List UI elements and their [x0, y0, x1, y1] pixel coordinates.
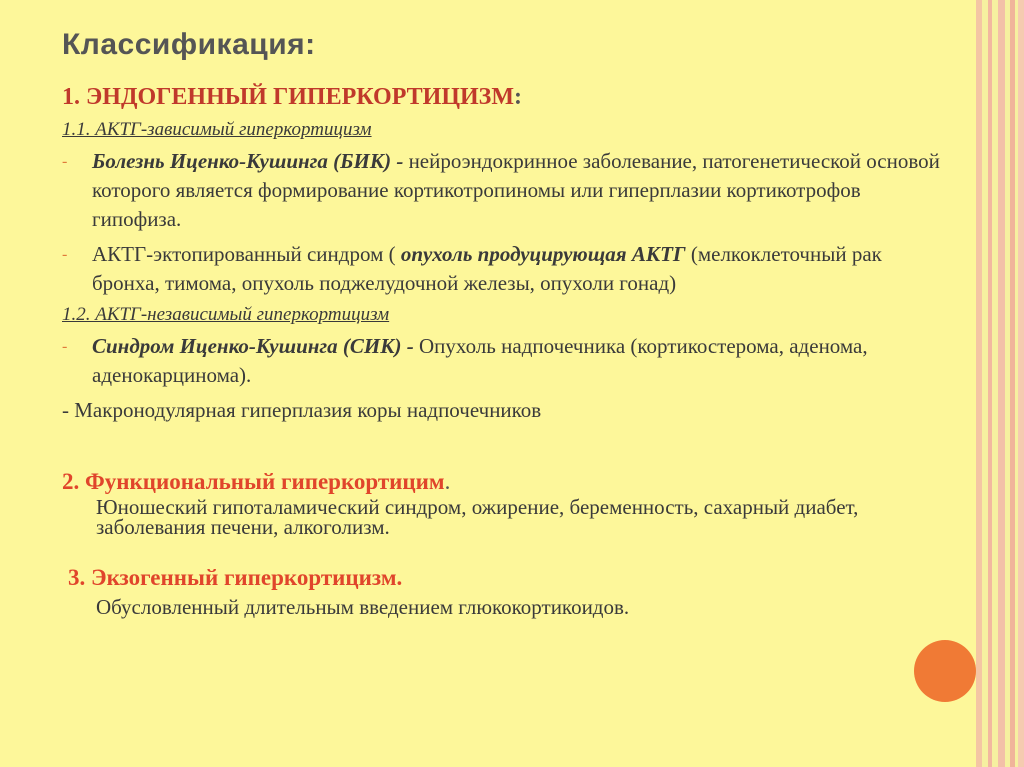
- decorative-circle: [914, 640, 976, 702]
- item-bold: Болезнь Иценко-Кушинга (БИК) -: [92, 149, 404, 173]
- stripe: [988, 0, 992, 767]
- stripe: [1018, 0, 1024, 767]
- item-bold: опухоль продуцирующая АКТГ: [400, 242, 686, 266]
- dash-bullet-icon: -: [62, 338, 68, 355]
- section1-heading-text: 1. ЭНДОГЕННЫЙ ГИПЕРКОРТИЦИЗМ: [62, 84, 515, 110]
- section2-dot: .: [444, 469, 451, 494]
- item-text: Опухоль надпочечника (кортикостерома, аденома, аденокарцинома).: [92, 334, 868, 387]
- dash-bullet-icon: -: [62, 246, 68, 263]
- dash-bullet-icon: -: [62, 153, 68, 170]
- slide-content: [62, 84, 942, 621]
- section2-body: Юношеский гипоталамический синдром, ожирение, беременность, сахарный диабет, заболевания печени, алкоголизм.: [96, 495, 859, 539]
- subsection-1-1: 1.1. АКТГ-зависимый гиперкортицизм: [62, 119, 372, 140]
- section3-heading: 3. Экзогенный гиперкортицизм.: [68, 565, 403, 590]
- section2-heading-text: 2. Функциональный гиперкортицим: [62, 469, 445, 494]
- list-item: - Макронодулярная гиперплазия коры надпочечников: [62, 398, 542, 422]
- decorative-stripes: [976, 0, 1024, 767]
- slide-title: Классификация:: [62, 28, 316, 61]
- list-item: [62, 332, 942, 390]
- stripe: [998, 0, 1005, 767]
- item-text: нейроэндокринное заболевание, патогенетической основой которого является формирование кортикотропиномы или гиперплазии кортикотрофов гипофиза.: [92, 149, 940, 231]
- stripe: [976, 0, 982, 767]
- section1-colon: :: [514, 84, 523, 110]
- section3-body: Обусловленный длительным введением глюкокортикоидов.: [96, 595, 630, 619]
- list-item: [62, 240, 942, 298]
- item-text: (мелкоклеточный рак бронха, тимома, опухоль поджелудочной железы, опухоли гонад): [92, 242, 882, 295]
- section2-heading: [62, 469, 942, 495]
- section1-heading: [62, 84, 942, 111]
- stripe: [1010, 0, 1015, 767]
- subsection-1-2: 1.2. АКТГ-независимый гиперкортицизм: [62, 304, 390, 325]
- item-bold: Синдром Иценко-Кушинга (СИК) -: [92, 334, 414, 358]
- list-item: [62, 147, 942, 234]
- item-text: АКТГ-эктопированный синдром (: [92, 242, 401, 266]
